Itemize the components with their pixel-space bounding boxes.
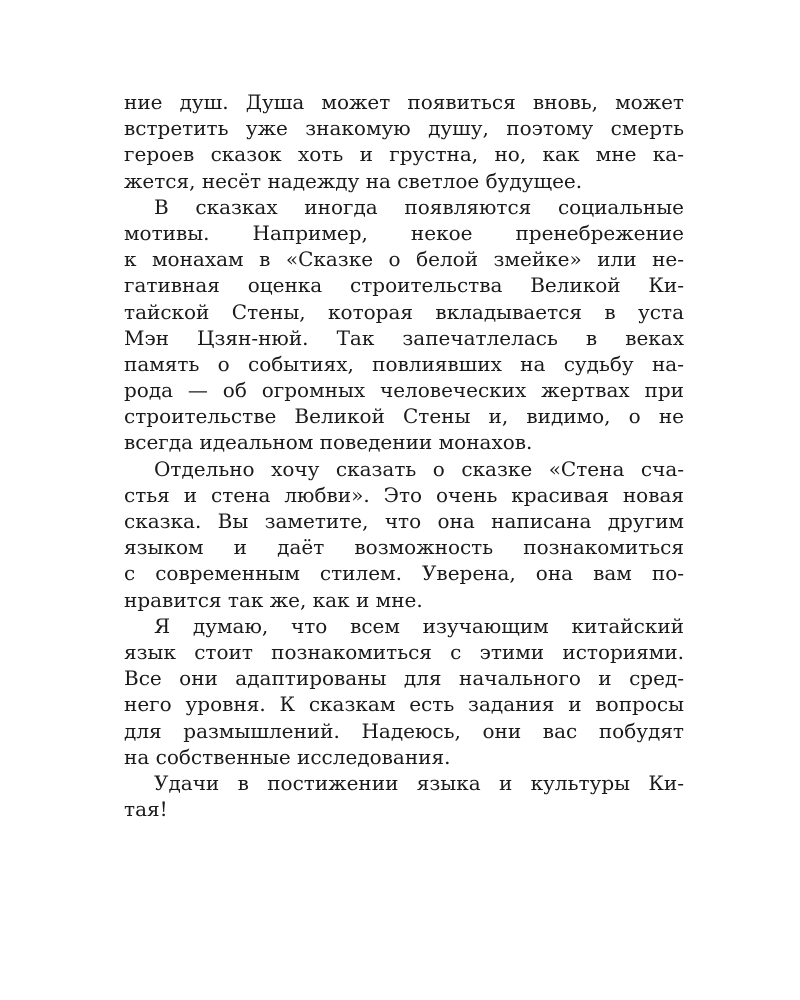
text-line: ние душ. Душа может появиться вновь, может — [124, 90, 684, 114]
text-line: него уровня. К сказкам есть задания и вопросы — [124, 692, 684, 717]
text-line: Мэн Цзян-нюй. Так запечатлелась в веках — [124, 325, 684, 350]
page-text-block — [124, 89, 684, 822]
text-line: всегда идеальном поведении монахов. — [124, 430, 533, 455]
text-line: тайской Стены, которая вкладывается в уста — [124, 299, 684, 324]
text-line: мотивы. Например, некое пренебрежение — [124, 220, 684, 245]
text-line: строительстве Великой Стены и, видимо, о не — [124, 404, 684, 429]
text-line: героев сказок хоть и грустна, но, как мне ка- — [124, 142, 684, 167]
text-line: рода — об огромных человеческих жертвах при — [124, 378, 684, 403]
text-line: нравится так же, как и мне. — [124, 587, 423, 612]
text-line: на собственные исследования. — [124, 744, 451, 769]
text-line: тая! — [124, 797, 168, 822]
text-line: память о событиях, повлиявших на судьбу на- — [124, 351, 684, 376]
text-line: Удачи в постижении языка и культуры Ки- — [154, 770, 684, 795]
text-line: встретить уже знакомую душу, поэтому смерть — [124, 116, 684, 141]
text-line: язык стоит познакомиться с этими историями. — [124, 639, 684, 664]
text-line: Все они адаптированы для начального и сред- — [124, 666, 684, 691]
text-line: с современным стилем. Уверена, она вам по- — [124, 561, 684, 586]
text-line: В сказках иногда появляются социальные — [154, 194, 684, 219]
text-line: к монахам в «Сказке о белой змейке» или не- — [124, 247, 684, 272]
text-line: стья и стена любви». Это очень красивая новая — [124, 482, 684, 507]
text-line: сказка. Вы заметите, что она написана другим — [124, 509, 684, 533]
text-line: Я думаю, что всем изучающим китайский — [154, 613, 684, 638]
text-line: жется, несёт надежду на светлое будущее. — [124, 168, 583, 193]
text-line: Отдельно хочу сказать о сказке «Стена сча- — [154, 456, 684, 481]
text-line: гативная оценка строительства Великой Ки- — [124, 273, 684, 298]
text-line: языком и даёт возможность познакомиться — [124, 535, 684, 560]
text-line: для размышлений. Надеюсь, они вас побудят — [124, 718, 684, 743]
